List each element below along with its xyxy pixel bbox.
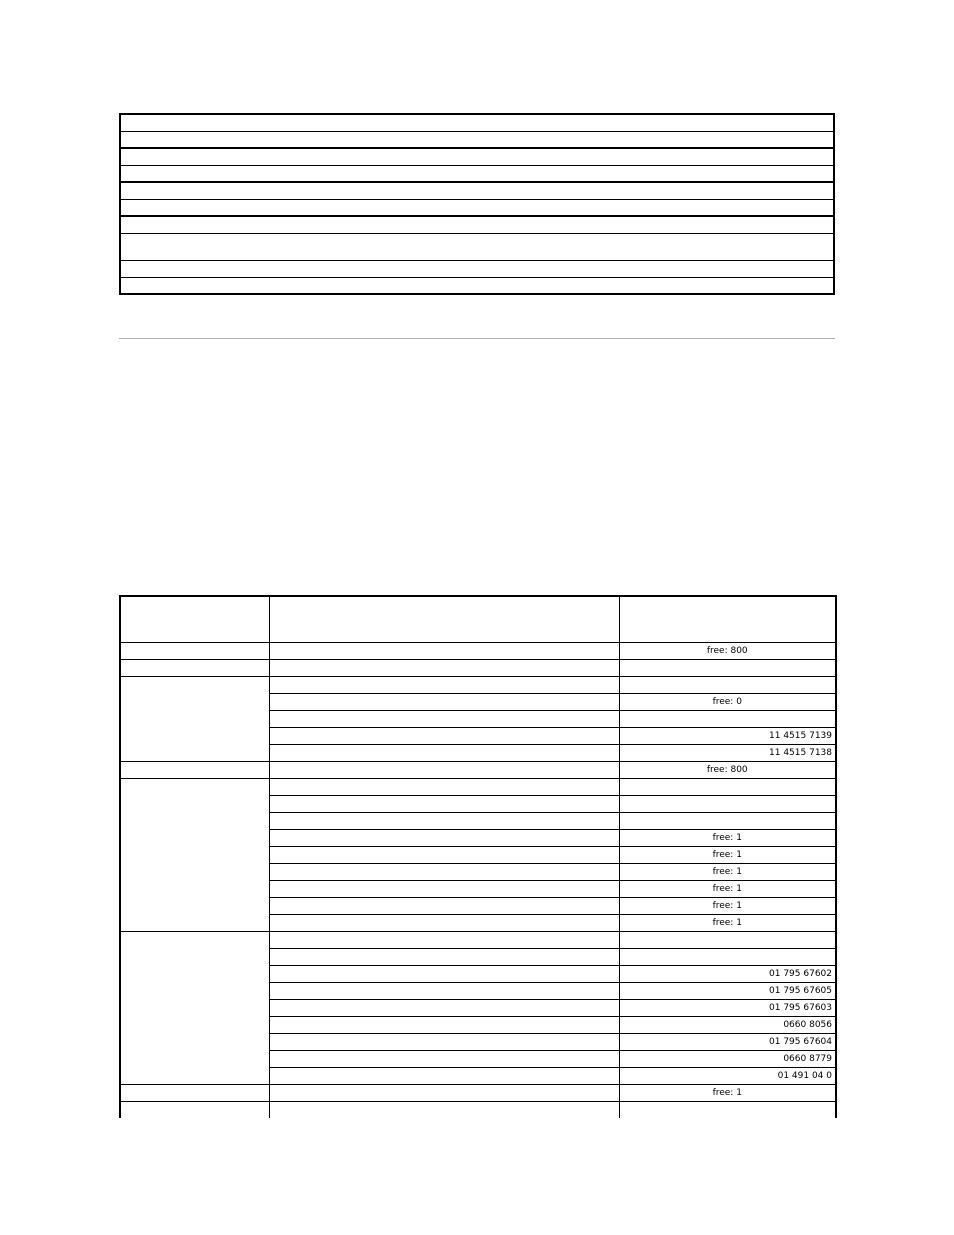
table-row bbox=[120, 659, 836, 676]
table-row bbox=[120, 1101, 836, 1118]
number-cell: 01 491 04 0 bbox=[619, 1067, 836, 1084]
table-row bbox=[120, 165, 834, 182]
number-cell: 0660 8056 bbox=[619, 1016, 836, 1033]
number-cell: 0660 8779 bbox=[619, 1050, 836, 1067]
number-cell: 01 795 67602 bbox=[619, 965, 836, 982]
table-row bbox=[120, 642, 836, 659]
table-row bbox=[120, 182, 834, 199]
number-cell: free: 1 bbox=[619, 846, 836, 863]
number-cell: free: 800 bbox=[619, 761, 836, 778]
table-row bbox=[120, 131, 834, 148]
table-row bbox=[120, 676, 836, 693]
table-row bbox=[120, 199, 834, 216]
header-cell-country bbox=[120, 596, 269, 642]
table-row bbox=[120, 233, 834, 260]
top-table bbox=[119, 113, 835, 295]
table-row bbox=[120, 277, 834, 294]
table-row bbox=[120, 260, 834, 277]
contact-table bbox=[119, 595, 837, 1118]
number-cell: 01 795 67605 bbox=[619, 982, 836, 999]
number-cell: free: 1 bbox=[619, 880, 836, 897]
table-row bbox=[120, 761, 836, 778]
number-cell: 11 4515 7138 bbox=[619, 744, 836, 761]
number-cell: free: 1 bbox=[619, 829, 836, 846]
number-cell: free: 0 bbox=[619, 693, 836, 710]
table-row bbox=[120, 216, 834, 233]
number-cell: free: 800 bbox=[619, 642, 836, 659]
table-row bbox=[120, 114, 834, 131]
number-cell: free: 1 bbox=[619, 897, 836, 914]
table-header-row bbox=[120, 596, 836, 642]
number-cell: free: 1 bbox=[619, 863, 836, 880]
country-cell bbox=[120, 676, 269, 761]
number-cell: 11 4515 7139 bbox=[619, 727, 836, 744]
country-cell bbox=[120, 778, 269, 931]
number-cell: 01 795 67603 bbox=[619, 999, 836, 1016]
country-cell bbox=[120, 931, 269, 1084]
horizontal-rule bbox=[119, 338, 835, 339]
header-cell-number bbox=[619, 596, 836, 642]
table-row bbox=[120, 778, 836, 795]
header-cell-service bbox=[269, 596, 619, 642]
table-row bbox=[120, 1084, 836, 1101]
number-cell: free: 1 bbox=[619, 914, 836, 931]
table-row bbox=[120, 148, 834, 165]
number-cell: 01 795 67604 bbox=[619, 1033, 836, 1050]
table-row bbox=[120, 931, 836, 948]
number-cell: free: 1 bbox=[619, 1084, 836, 1101]
